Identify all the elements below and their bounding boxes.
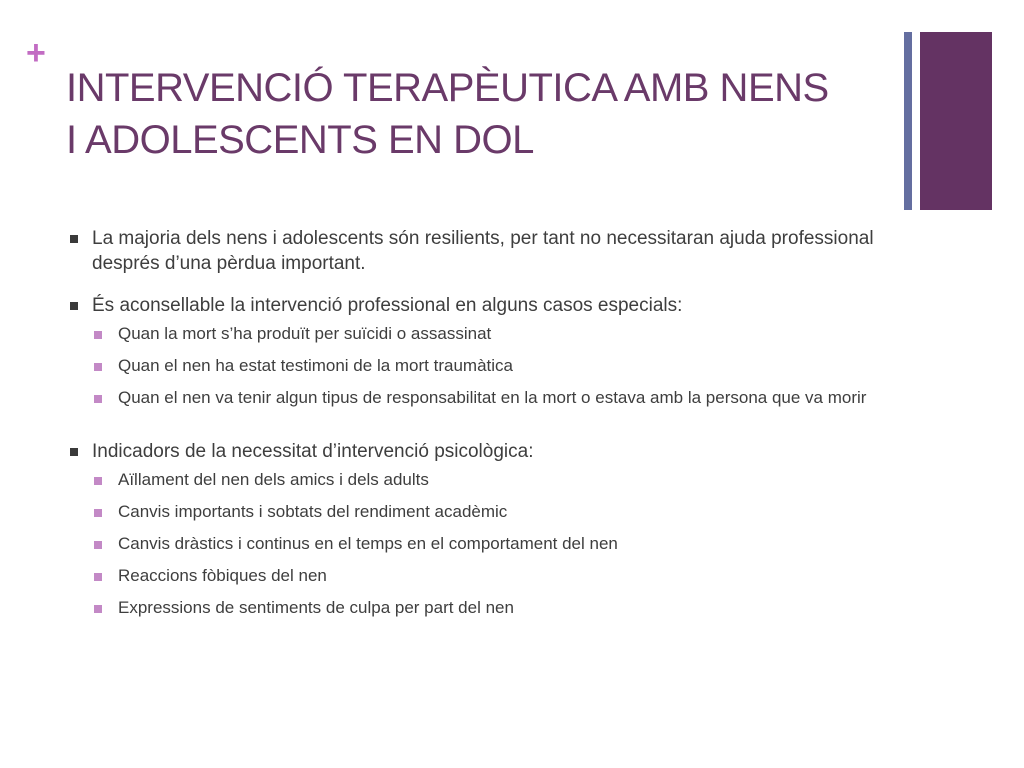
sub-bullet-list [92,469,898,619]
slide-title-line-1: INTERVENCIÓ TERAPÈUTICA AMB NENS [66,66,829,110]
square-bullet-icon [70,235,78,243]
bullet-list [68,226,898,619]
sub-bullet-text: Aïllament del nen dels amics i dels adults [118,470,429,489]
slide-content [68,226,898,636]
bullet-item-special-cases [68,293,898,409]
bullet-text: És aconsellable la intervenció professional en alguns casos especials: [92,295,683,316]
sub-bullet-text: Canvis dràstics i continus en el temps en el comportament del nen [118,534,618,553]
slide-title [66,62,896,166]
sub-bullet-text: Canvis importants i sobtats del rendiment acadèmic [118,502,508,521]
square-sub-bullet-icon [94,573,102,581]
bullet-item-resilience [68,226,898,276]
slide-title-line-2: I ADOLESCENTS EN DOL [66,118,534,162]
bullet-text: Indicadors de la necessitat d’intervenció psicològica: [92,441,534,462]
bullet-item-indicators [68,439,898,619]
square-sub-bullet-icon [94,331,102,339]
sub-bullet-item [92,597,898,619]
square-sub-bullet-icon [94,541,102,549]
sub-bullet-text: Quan el nen ha estat testimoni de la mort traumàtica [118,356,513,375]
sub-bullet-item [92,501,898,523]
square-sub-bullet-icon [94,509,102,517]
plus-mark: + [26,34,46,72]
square-sub-bullet-icon [94,605,102,613]
sub-bullet-text: Quan el nen va tenir algun tipus de responsabilitat en la mort o estava amb la persona que va morir [118,388,867,407]
square-sub-bullet-icon [94,395,102,403]
square-bullet-icon [70,302,78,310]
sub-bullet-item [92,469,898,491]
sub-bullet-text: Quan la mort s’ha produït per suïcidi o assassinat [118,324,492,343]
sub-bullet-text: Reaccions fòbiques del nen [118,566,327,585]
square-bullet-icon [70,448,78,456]
sub-bullet-list [92,323,898,409]
sub-bullet-item [92,323,898,345]
decorative-bar-thin [904,32,912,210]
sub-bullet-item [92,355,898,377]
square-sub-bullet-icon [94,363,102,371]
decorative-bar-thick [920,32,992,210]
sub-bullet-item [92,565,898,587]
sub-bullet-item [92,533,898,555]
sub-bullet-item [92,387,898,409]
sub-bullet-text: Expressions de sentiments de culpa per part del nen [118,598,514,617]
bullet-text: La majoria dels nens i adolescents són resilients, per tant no necessitaran ajuda professional després d’una pèrdua important. [92,228,874,274]
square-sub-bullet-icon [94,477,102,485]
